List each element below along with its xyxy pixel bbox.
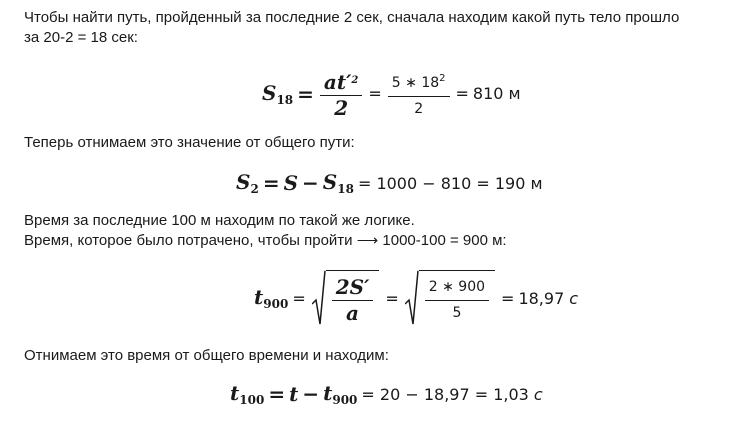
eq3-unit: с bbox=[569, 288, 579, 308]
eq4-t900: $t_{900}$ bbox=[323, 381, 358, 407]
eq1-equals-3: = bbox=[455, 84, 469, 103]
paragraph-intro-line1: Чтобы найти путь, пройденный за последние 2 сек, сначала находим какой путь тело прошло bbox=[24, 9, 680, 26]
paragraph-intro-line2: за 20-2 = 18 сек: bbox=[24, 29, 138, 46]
eq4-unit: с bbox=[533, 384, 543, 404]
eq3-result: 18,97 bbox=[518, 288, 565, 308]
eq3-sqrt-values: $\frac{2 ∗ 900}{5}$ bbox=[405, 270, 495, 326]
paragraph-time-logic: Время за последние 100 м находим по такой же логике. bbox=[24, 212, 415, 229]
eq1-lhs: $S_{18}$ bbox=[262, 80, 294, 107]
eq2-s: S bbox=[283, 171, 299, 195]
eq2-s2: $S_2$ bbox=[236, 170, 259, 196]
eq2-rest: = 1000 − 810 = 190 м bbox=[357, 173, 543, 193]
eq1-equals-1: = bbox=[297, 81, 314, 106]
eq1-fraction-formula: $\frac{at'^2}{2}$ bbox=[320, 70, 362, 118]
eq4-t: t bbox=[289, 382, 299, 406]
eq1-fraction-values: $\frac{5 ∗ 18^2}{2}$ bbox=[388, 68, 450, 119]
paragraph-final: Отнимаем это время от общего времени и находим: bbox=[24, 347, 389, 364]
eq1-equals-2: = bbox=[368, 84, 382, 103]
eq4-rest: = 20 − 18,97 = 1,03 bbox=[361, 384, 529, 404]
equation-t100: $t_{100}$ = t − $t_{900}$ = 20 − 18,97 = 1,03 с bbox=[230, 381, 543, 407]
eq3-sqrt-formula: $\frac{2S'}{a}$ bbox=[312, 270, 380, 326]
eq1-result: 810 м bbox=[472, 84, 521, 103]
equation-s2: $S_2$ = S − $S_{18}$ = 1000 − 810 = 190 м bbox=[236, 170, 543, 196]
paragraph-subtract: Теперь отнимаем это значение от общего пути: bbox=[24, 134, 355, 151]
eq2-s18: $S_{18}$ bbox=[322, 170, 354, 196]
eq4-t100: $t_{100}$ bbox=[230, 381, 265, 407]
paragraph-time-spent: Время, которое было потрачено, чтобы пройти ⟶ 1000-100 = 900 м: bbox=[24, 232, 507, 249]
eq3-lhs: $t_{900}$ bbox=[254, 285, 289, 311]
equation-s18 bbox=[262, 68, 521, 119]
equation-t900: $t_{900}$ = $\frac{2S'}{a}$ = $\frac{2 ∗ 900}{5}$ = 18,97 с bbox=[254, 270, 578, 326]
